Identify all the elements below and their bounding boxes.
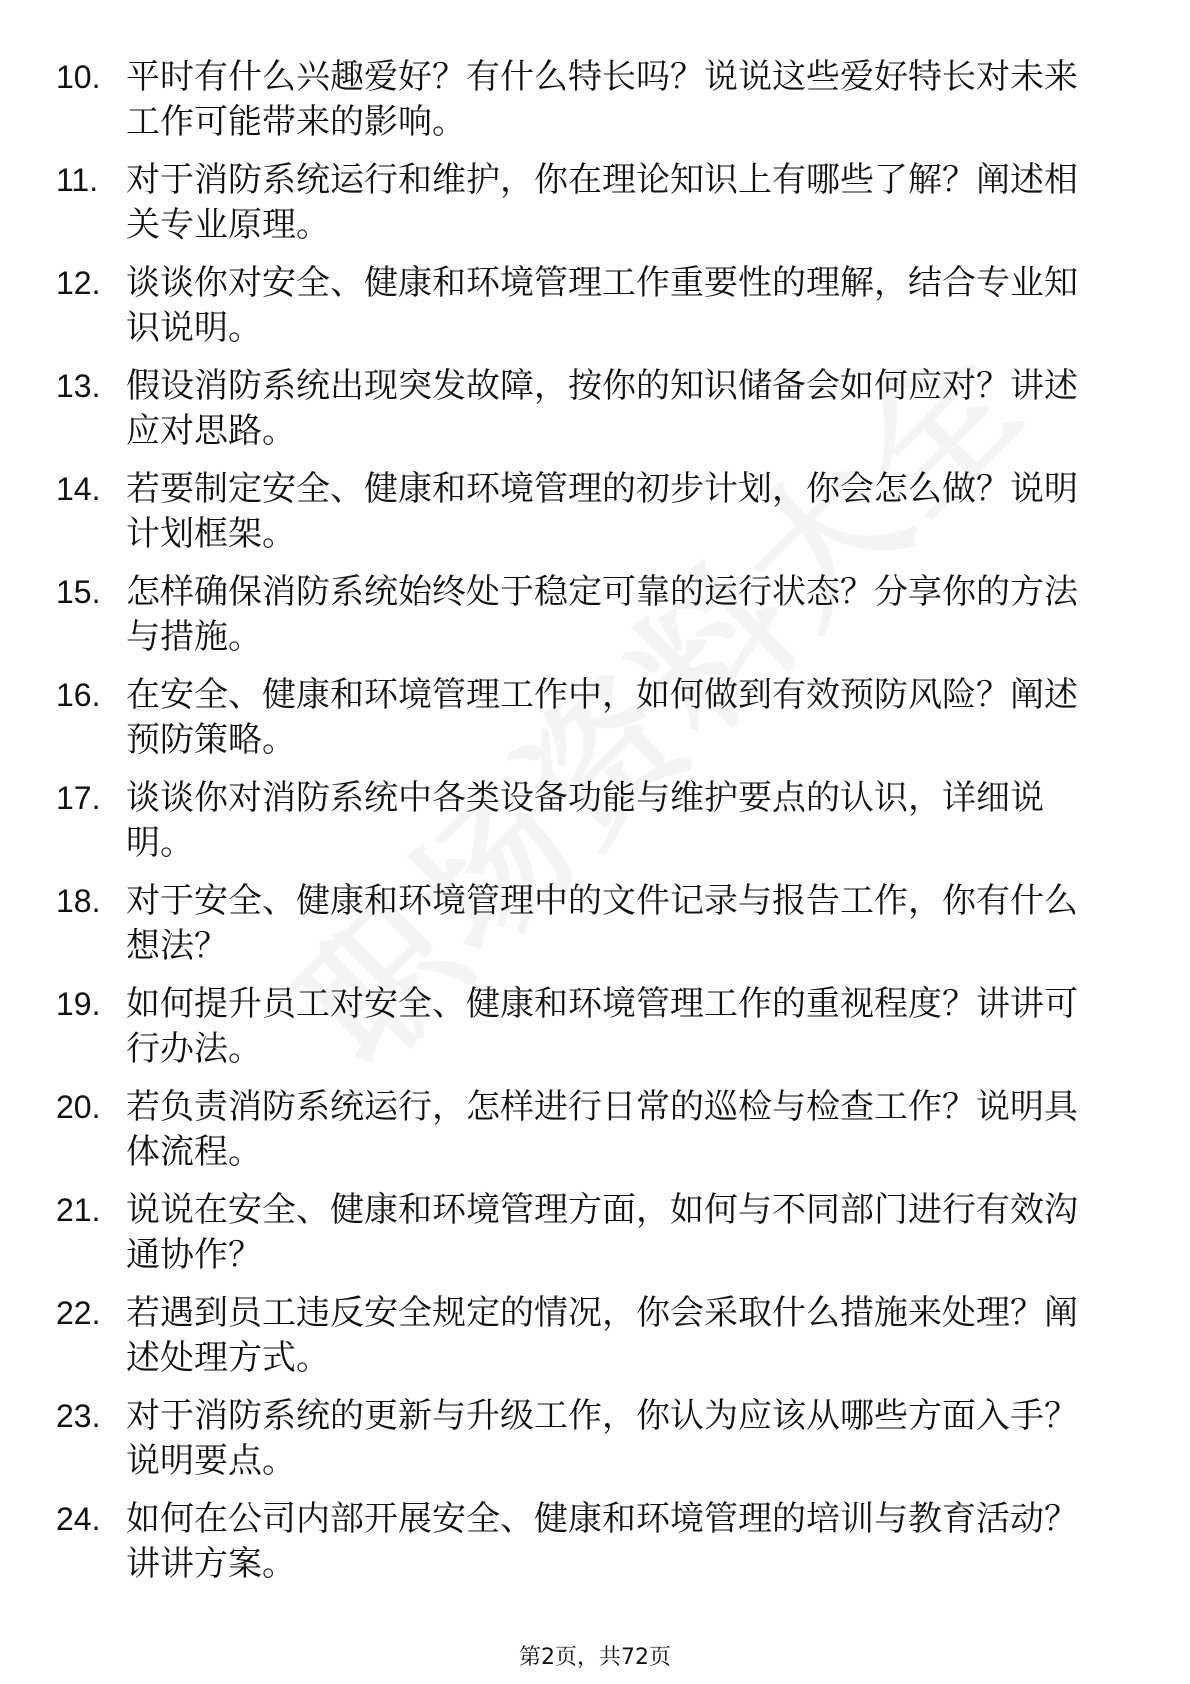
question-text: 假设消防系统出现突发故障，按你的知识储备会如何应对？讲述应对思路。 — [126, 366, 1078, 451]
question-item — [56, 364, 1116, 454]
question-number: 11. — [56, 162, 99, 198]
question-number: 22. — [56, 1295, 101, 1331]
question-list — [56, 55, 1116, 1600]
question-text: 若遇到员工违反安全规定的情况，你会采取什么措施来处理？阐述处理方式。 — [126, 1293, 1078, 1378]
question-number: 24. — [56, 1501, 101, 1537]
question-number: 14. — [56, 471, 101, 507]
question-number: 18. — [56, 883, 101, 919]
question-text: 若要制定安全、健康和环境管理的初步计划，你会怎么做？说明计划框架。 — [126, 469, 1078, 554]
question-number: 17. — [56, 780, 101, 816]
question-text: 谈谈你对消防系统中各类设备功能与维护要点的认识，详细说明。 — [126, 778, 1044, 863]
question-number: 15. — [56, 574, 101, 610]
question-item — [56, 158, 1116, 248]
page-number-label: 第2页，共72页 — [519, 1645, 671, 1670]
question-item — [56, 1085, 1116, 1175]
page-footer — [0, 1640, 1190, 1671]
question-text: 如何提升员工对安全、健康和环境管理工作的重视程度？讲讲可行办法。 — [126, 984, 1078, 1069]
question-text: 怎样确保消防系统始终处于稳定可靠的运行状态？分享你的方法与措施。 — [126, 572, 1078, 657]
question-item — [56, 55, 1116, 145]
question-item — [56, 673, 1116, 763]
question-item — [56, 1188, 1116, 1278]
question-item — [56, 570, 1116, 660]
question-text: 如何在公司内部开展安全、健康和环境管理的培训与教育活动？讲讲方案。 — [126, 1499, 1078, 1584]
question-item — [56, 776, 1116, 866]
question-text: 谈谈你对安全、健康和环境管理工作重要性的理解，结合专业知识说明。 — [126, 263, 1078, 348]
question-item — [56, 261, 1116, 351]
question-item — [56, 982, 1116, 1072]
question-number: 16. — [56, 677, 101, 713]
question-number: 20. — [56, 1089, 101, 1125]
question-number: 23. — [56, 1398, 101, 1434]
question-number: 12. — [56, 265, 101, 301]
question-text: 在安全、健康和环境管理工作中，如何做到有效预防风险？阐述预防策略。 — [126, 675, 1078, 760]
question-item — [56, 879, 1116, 969]
question-text: 说说在安全、健康和环境管理方面，如何与不同部门进行有效沟通协作？ — [126, 1190, 1078, 1275]
question-number: 13. — [56, 368, 101, 404]
question-text: 对于消防系统运行和维护，你在理论知识上有哪些了解？阐述相关专业原理。 — [126, 160, 1078, 245]
question-number: 10. — [56, 59, 101, 95]
question-item — [56, 1291, 1116, 1381]
question-text: 对于消防系统的更新与升级工作，你认为应该从哪些方面入手？说明要点。 — [126, 1396, 1078, 1481]
question-text: 对于安全、健康和环境管理中的文件记录与报告工作，你有什么想法？ — [126, 881, 1078, 966]
question-number: 21. — [56, 1192, 101, 1228]
question-text: 平时有什么兴趣爱好？有什么特长吗？说说这些爱好特长对未来工作可能带来的影响。 — [126, 57, 1078, 142]
question-number: 19. — [56, 986, 101, 1022]
question-item — [56, 1394, 1116, 1484]
question-item — [56, 467, 1116, 557]
question-item — [56, 1497, 1116, 1587]
question-text: 若负责消防系统运行，怎样进行日常的巡检与检查工作？说明具体流程。 — [126, 1087, 1078, 1172]
